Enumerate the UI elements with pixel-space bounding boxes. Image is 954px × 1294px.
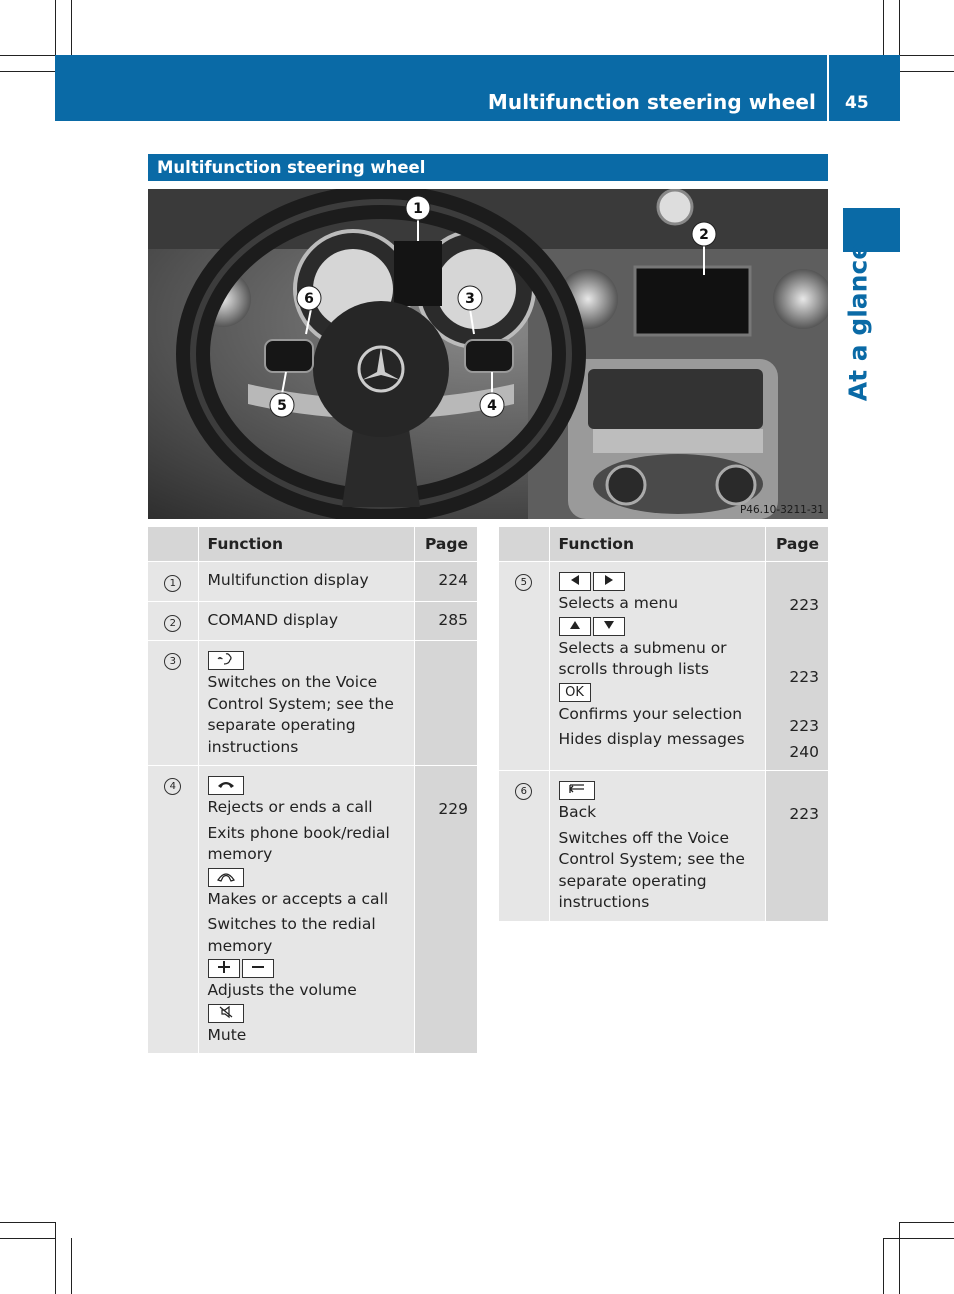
page-number: 45	[845, 93, 869, 113]
function-text: Hides display messages	[558, 730, 745, 748]
page-ref: 223	[789, 805, 819, 823]
left-arrow-key	[559, 572, 591, 591]
function-text: Adjusts the volume	[207, 981, 357, 999]
crop-mark	[884, 1238, 954, 1239]
mute-icon	[217, 1005, 235, 1019]
function-text: Selects a submenu or	[558, 638, 727, 657]
table-row	[148, 562, 477, 602]
triangle-right-icon	[601, 573, 617, 587]
back-key	[559, 781, 595, 800]
crop-mark	[0, 1238, 55, 1239]
dashboard-illustration	[148, 189, 828, 519]
back-icon	[566, 782, 588, 796]
voice-control-icon	[215, 652, 237, 666]
function-text: Control System; see the	[207, 694, 394, 713]
mute-key	[208, 1004, 244, 1023]
page-ref: 223	[789, 667, 819, 686]
section-title: Multifunction steering wheel	[157, 158, 426, 177]
function-text: Switches off the Voice	[558, 828, 729, 847]
crop-mark	[900, 55, 954, 56]
down-arrow-key	[593, 617, 625, 636]
crop-mark	[71, 1238, 72, 1294]
voice-control-key	[208, 651, 244, 670]
function-text: Selects a menu	[558, 594, 679, 612]
page-ref: 285	[414, 601, 477, 641]
crop-mark	[883, 1238, 884, 1294]
accept-call-icon	[215, 869, 237, 883]
function-text: Makes or accepts a call	[207, 889, 389, 908]
end-call-key	[208, 776, 244, 795]
function-text: memory	[207, 936, 273, 955]
crop-mark	[0, 55, 55, 56]
steering-wheel-figure	[148, 189, 828, 519]
callout-5: 5	[277, 398, 287, 414]
table-row	[148, 601, 477, 641]
crop-mark	[899, 1222, 900, 1294]
volume-down-key	[242, 959, 274, 978]
table-row	[148, 641, 477, 766]
table-header-row	[148, 527, 477, 562]
function-column-header: Function	[549, 527, 765, 562]
crop-mark	[55, 0, 56, 55]
header-title: Multifunction steering wheel	[487, 90, 816, 114]
page-ref: 240	[789, 742, 819, 761]
ok-key: OK	[559, 683, 591, 702]
triangle-left-icon	[567, 573, 583, 587]
function-text: scrolls through lists	[558, 660, 709, 678]
callout-2: 2	[699, 227, 709, 243]
triangle-down-icon	[601, 618, 617, 632]
function-text: Rejects or ends a call	[207, 798, 373, 816]
function-text: Multifunction display	[198, 562, 414, 602]
function-text: instructions	[207, 737, 299, 756]
page-ref: 223	[789, 596, 819, 614]
page-ref: 229	[438, 800, 468, 818]
section-heading	[148, 154, 828, 181]
function-table-right	[499, 527, 828, 922]
table-row	[148, 766, 477, 1054]
function-text: Mute	[207, 1025, 247, 1044]
function-text: separate operating	[207, 716, 356, 734]
crop-mark	[71, 0, 72, 55]
accept-call-key	[208, 868, 244, 887]
function-text: Back	[558, 803, 597, 821]
item-number: 5	[515, 574, 532, 591]
table-row	[499, 562, 828, 771]
chapter-label: At a glance	[843, 242, 873, 402]
item-number: 6	[515, 783, 532, 800]
item-number: 4	[164, 778, 181, 795]
crop-mark	[0, 71, 55, 72]
function-text: Control System; see the	[558, 850, 745, 868]
callout-3: 3	[465, 291, 475, 307]
callout-4: 4	[487, 398, 497, 414]
function-text: Switches on the Voice	[207, 673, 378, 691]
item-number: 2	[164, 615, 181, 632]
function-text: instructions	[558, 893, 650, 911]
minus-icon	[250, 960, 266, 974]
function-column-header: Function	[198, 527, 414, 562]
function-text: Switches to the redial	[207, 915, 376, 933]
table-header-row	[499, 527, 828, 562]
crop-mark	[900, 71, 954, 72]
page-column-header: Page	[765, 527, 828, 562]
function-table-left	[148, 527, 477, 1054]
volume-up-key	[208, 959, 240, 978]
figure-code: P46.10-3211-31	[739, 504, 824, 516]
function-text: COMAND display	[198, 601, 414, 641]
table-row	[499, 771, 828, 922]
header-divider	[827, 55, 829, 121]
page-ref: 224	[414, 562, 477, 602]
number-column-header	[499, 527, 549, 562]
callout-1: 1	[413, 201, 423, 217]
function-text: memory	[207, 845, 273, 863]
right-arrow-key	[593, 572, 625, 591]
end-call-icon	[215, 777, 237, 791]
function-text: Confirms your selection	[558, 704, 743, 723]
crop-mark	[900, 1222, 954, 1223]
function-text: Exits phone book/redial	[207, 823, 390, 842]
function-text: separate operating	[558, 871, 707, 890]
crop-mark	[55, 1222, 56, 1294]
callout-6: 6	[304, 291, 314, 307]
item-number: 1	[164, 575, 181, 592]
crop-mark	[899, 0, 900, 55]
up-arrow-key	[559, 617, 591, 636]
item-number: 3	[164, 653, 181, 670]
crop-mark	[0, 1222, 55, 1223]
crop-mark	[883, 0, 884, 55]
plus-icon	[216, 960, 232, 974]
number-column-header	[148, 527, 198, 562]
page-ref: 223	[789, 717, 819, 735]
page-header	[55, 55, 900, 121]
triangle-up-icon	[567, 618, 583, 632]
page-column-header: Page	[414, 527, 477, 562]
